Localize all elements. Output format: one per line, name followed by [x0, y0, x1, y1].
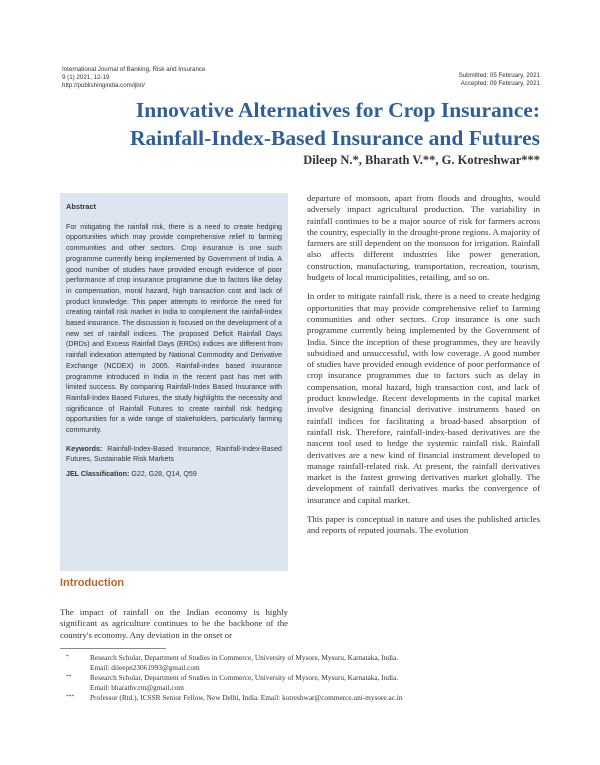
intro-p1-continued: departure of monsoon, apart from floods and droughts, would adversely impact agricultural production. The variability in rainfall continues to be a major source of risk for farmers across the country, especially in the drought-prone regions. A majority of farmers are still dependent on the monsoon for irrigation. Rainfall also affects different industries like power generation, construction, manufacturing, transportation, recreation, tourism, budgets of local municipalities, retailing, and so on. [307, 193, 540, 283]
jel-label: JEL Classification: [66, 470, 130, 479]
intro-p1: The impact of rainfall on the Indian economy is highly significant as agriculture continues to be the backbone of the country's economy. Any deviation in the onset or [60, 607, 288, 640]
abstract-heading: Abstract [66, 202, 96, 211]
journal-issue: 9 (1) 2021, 12-19 [62, 74, 110, 81]
submitted-date: Submitted: 05 February, 2021 [458, 72, 540, 79]
paper-title [60, 96, 540, 152]
intro-p3: This paper is conceptual in nature and uses the published articles and reports of reputed journals. The evolution [307, 514, 540, 536]
journal-url[interactable]: http://publishingindia.com/ijbri/ [62, 82, 145, 89]
intro-p2: In order to mitigate rainfall risk, there is a need to create hedging opportunities that may provide comprehensive relief to farming communities and other sectors. Crop insurance is one such programme currently being implemented by the Government of India. Since the inception of these programmes, they are heavily subsidised and unsuccessful, with low coverage. A good number of studies have provided enough evidence of poor performance of crop insurance programmes due to factors such as delay in compensation, moral hazard, high transaction cost, and lack of product knowledge. Recent developments in the capital market involve designing financial derivative instruments based on rainfall indices for facilitating a broad-based absorption of rainfall risk. Therefore, rainfall-index-based derivatives are the nascent tool used to hedge the systemic rainfall risk. Rainfall derivatives are a new kind of financial instrument developed to manage rainfall-related risk. At present, the rainfall derivatives market is the fastest growing derivatives market globally. The development of rainfall derivatives marks the convergence of insurance and capital market. [307, 291, 540, 505]
keywords-text: Rainfall-Index-Based Insurance, Rainfall-Index-Based Futures, Sustainable Risk Markets [66, 444, 282, 464]
jel-codes: G22, G28, Q14, Q59 [131, 470, 197, 479]
abstract-body: For mitigating the rainfall risk, there is a need to create hedging opportunities which may provide comprehensive relief to farming communities and other sectors. Crop insurance is one such programme currently being implemented by Government of India. A good number of studies have provided enough evidence of poor performance of crop insurance programme due to factors like delay in compensation, moral hazard, high transaction cost and lack of product knowledge. This paper attempts to reinforce the need for creating rainfall risk market in India to complement the rainfall-index based insurance. The discussion is focused on the development of a new set of rainfall indices. The proposed Deficit Rainfall Days (DRDs) and Excess Rainfall Days (ERDs) indices are different from rainfall indexation attempted by National Commodity and Derivative Exchange (NCDEX) in 2005. Rainfall-index based insurance programme introduced in India in the recent past has met with limited success. By comparing Rainfall-Index Based Insurance with Rainfall-Index Based Futures, the study highlights the necessity and significance of Rainfall Futures to create rainfall risk hedging opportunities for a wide range of stakeholders, particularly farming community. [66, 222, 282, 435]
footnote-text: Professor (Rtd.), ICSSR Senior Fellow, New Delhi, India. Email: kotreshwar@commerce.uni-mysore.ac.in [90, 693, 403, 702]
journal-name: International Journal of Banking, Risk and Insurance [62, 66, 206, 73]
right-column [307, 193, 540, 545]
footnotes [60, 653, 540, 703]
keywords-label: Keywords: [66, 444, 103, 453]
journal-header [62, 66, 205, 90]
footnote-mark: ** [66, 674, 72, 680]
title-line-2: Rainfall-Index-Based Insurance and Futures [130, 126, 540, 150]
footnote-email: Email: dileepn23061993@gmail.com [90, 663, 200, 672]
footnote-email: Email: bharathv.rm@gmail.com [90, 683, 184, 692]
footnote [60, 693, 540, 703]
authors: Dileep N.*, Bharath V.**, G. Kotreshwar*** [303, 153, 540, 167]
footnote-text: Research Scholar, Department of Studies in Commerce, University of Mysore, Mysuru, Karnataka, India. [90, 653, 399, 662]
intro-paragraph-1 [60, 607, 288, 641]
footnote-text: Research Scholar, Department of Studies in Commerce, University of Mysore, Mysuru, Karnataka, India. [90, 673, 399, 682]
dates-header [459, 72, 540, 88]
footnote [60, 673, 540, 693]
footnote-mark: * [66, 654, 69, 660]
jel-classification [66, 469, 282, 480]
title-line-1: Innovative Alternatives for Crop Insurance: [135, 98, 540, 122]
introduction-heading: Introduction [60, 577, 125, 589]
footnote [60, 653, 540, 673]
keywords [66, 444, 282, 465]
footnote-divider [60, 648, 166, 649]
footnote-mark: *** [66, 694, 75, 700]
abstract-box [60, 193, 288, 571]
accepted-date: Accepted: 09 February, 2021 [460, 80, 540, 87]
